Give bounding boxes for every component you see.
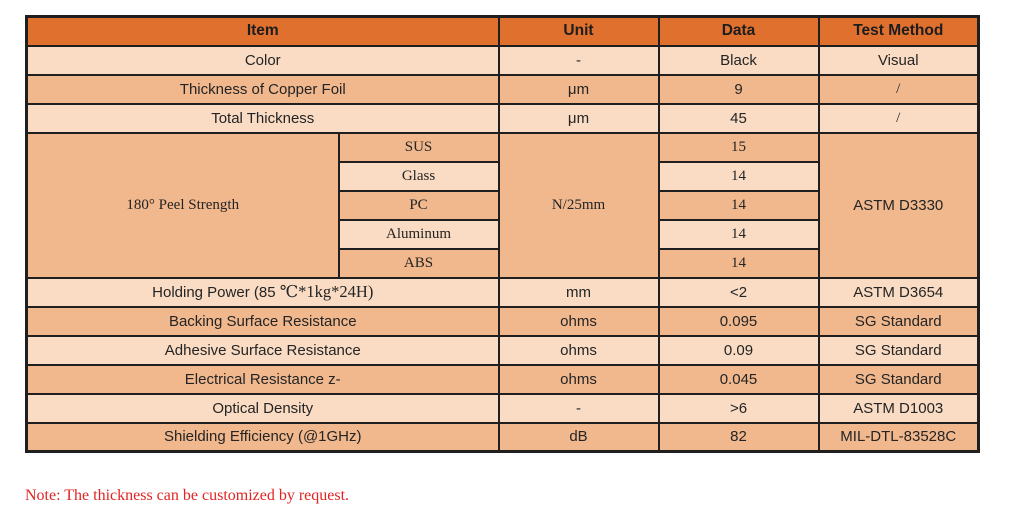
row-total-thickness bbox=[27, 104, 979, 133]
row-optical-density bbox=[27, 394, 979, 423]
cell-shielding-method: MIL-DTL-83528C bbox=[819, 423, 979, 452]
cell-peel-data-sus: 15 bbox=[659, 133, 819, 162]
cell-copper-data: 9 bbox=[659, 75, 819, 104]
cell-optical-method: ASTM D1003 bbox=[819, 394, 979, 423]
cell-adhesive-item: Adhesive Surface Resistance bbox=[27, 336, 499, 365]
header-test-method: Test Method bbox=[819, 17, 979, 46]
cell-shielding-unit: dB bbox=[499, 423, 659, 452]
cell-optical-unit: - bbox=[499, 394, 659, 423]
cell-backing-data: 0.095 bbox=[659, 307, 819, 336]
cell-color-method: Visual bbox=[819, 46, 979, 75]
cell-peel-data-aluminum: 14 bbox=[659, 220, 819, 249]
cell-peel-sub-pc: PC bbox=[339, 191, 499, 220]
cell-holding-method: ASTM D3654 bbox=[819, 278, 979, 307]
cell-adhesive-method: SG Standard bbox=[819, 336, 979, 365]
cell-holding-unit: mm bbox=[499, 278, 659, 307]
cell-holding-item bbox=[27, 278, 499, 307]
cell-total-unit: μm bbox=[499, 104, 659, 133]
cell-backing-method: SG Standard bbox=[819, 307, 979, 336]
row-holding-power bbox=[27, 278, 979, 307]
cell-electrical-item: Electrical Resistance z- bbox=[27, 365, 499, 394]
cell-holding-data: <2 bbox=[659, 278, 819, 307]
cell-backing-unit: ohms bbox=[499, 307, 659, 336]
row-color bbox=[27, 46, 979, 75]
cell-backing-item: Backing Surface Resistance bbox=[27, 307, 499, 336]
holding-item-serif: ℃*1kg*24H) bbox=[279, 282, 374, 301]
cell-total-item: Total Thickness bbox=[27, 104, 499, 133]
spec-table bbox=[25, 15, 980, 453]
cell-copper-unit: μm bbox=[499, 75, 659, 104]
cell-peel-sub-abs: ABS bbox=[339, 249, 499, 278]
cell-total-data: 45 bbox=[659, 104, 819, 133]
cell-electrical-data: 0.045 bbox=[659, 365, 819, 394]
cell-total-method: / bbox=[819, 104, 979, 133]
cell-peel-sub-aluminum: Aluminum bbox=[339, 220, 499, 249]
header-item: Item bbox=[27, 17, 499, 46]
cell-peel-data-glass: 14 bbox=[659, 162, 819, 191]
header-data: Data bbox=[659, 17, 819, 46]
cell-adhesive-unit: ohms bbox=[499, 336, 659, 365]
row-adhesive-resistance bbox=[27, 336, 979, 365]
row-shielding-efficiency bbox=[27, 423, 979, 452]
row-electrical-resistance bbox=[27, 365, 979, 394]
cell-shielding-data: 82 bbox=[659, 423, 819, 452]
row-backing-resistance bbox=[27, 307, 979, 336]
cell-peel-data-pc: 14 bbox=[659, 191, 819, 220]
cell-peel-sub-sus: SUS bbox=[339, 133, 499, 162]
cell-peel-sub-glass: Glass bbox=[339, 162, 499, 191]
cell-color-data: Black bbox=[659, 46, 819, 75]
header-row bbox=[27, 17, 979, 46]
header-unit: Unit bbox=[499, 17, 659, 46]
cell-peel-data-abs: 14 bbox=[659, 249, 819, 278]
cell-color-item: Color bbox=[27, 46, 499, 75]
cell-shielding-item: Shielding Efficiency (@1GHz) bbox=[27, 423, 499, 452]
cell-copper-method: / bbox=[819, 75, 979, 104]
cell-adhesive-data: 0.09 bbox=[659, 336, 819, 365]
note: Note: The thickness can be customized by request. bbox=[25, 487, 350, 504]
cell-peel-item: 180° Peel Strength bbox=[27, 133, 339, 278]
cell-copper-item: Thickness of Copper Foil bbox=[27, 75, 499, 104]
row-copper-foil bbox=[27, 75, 979, 104]
row-peel-sus bbox=[27, 133, 979, 162]
holding-item-sans: Holding Power (85 bbox=[152, 284, 280, 301]
cell-peel-method: ASTM D3330 bbox=[819, 133, 979, 278]
cell-color-unit: - bbox=[499, 46, 659, 75]
cell-optical-data: >6 bbox=[659, 394, 819, 423]
cell-peel-unit: N/25mm bbox=[499, 133, 659, 278]
cell-optical-item: Optical Density bbox=[27, 394, 499, 423]
cell-electrical-method: SG Standard bbox=[819, 365, 979, 394]
cell-electrical-unit: ohms bbox=[499, 365, 659, 394]
